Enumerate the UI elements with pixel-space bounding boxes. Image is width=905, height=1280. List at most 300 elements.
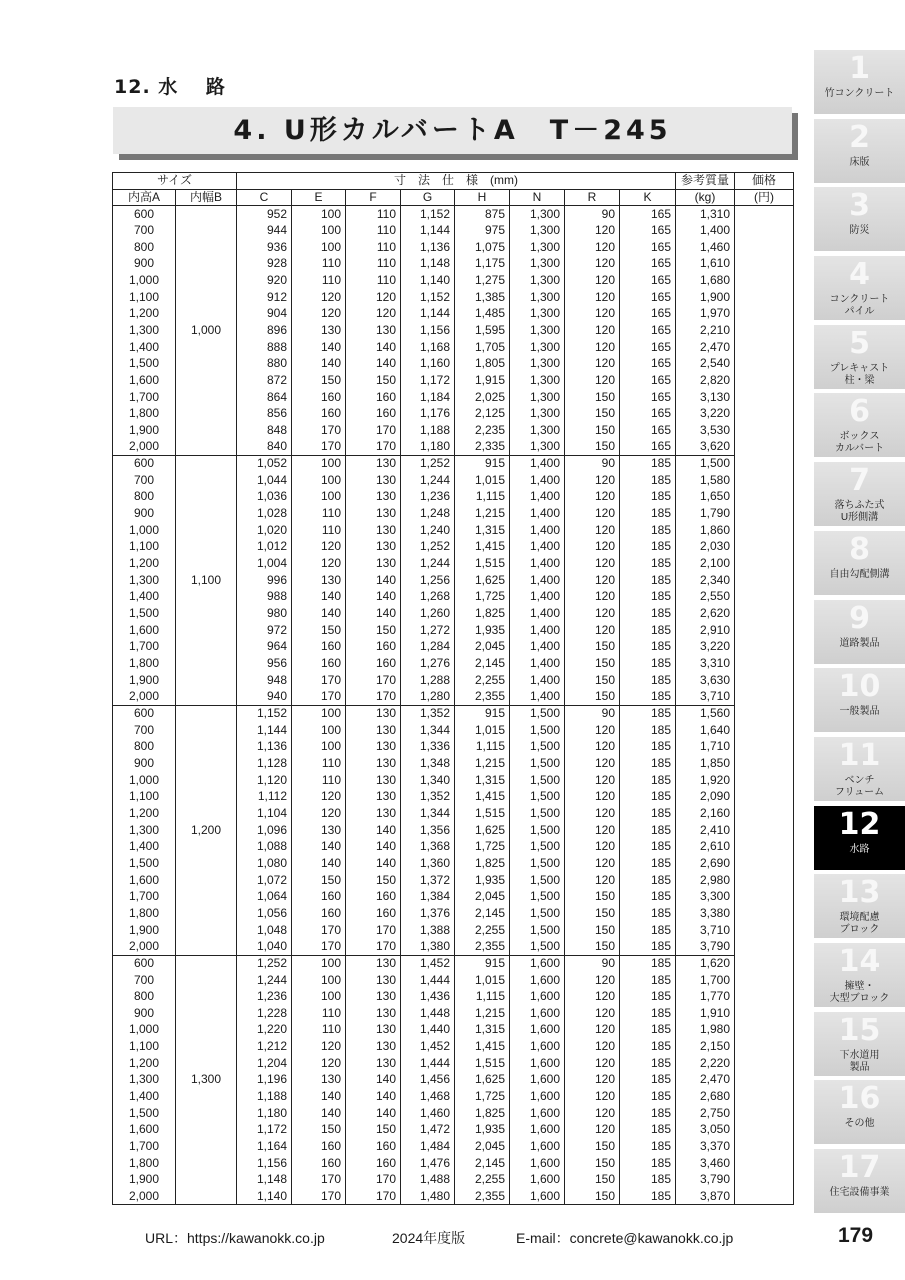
chapter-tab-4[interactable] (814, 256, 905, 320)
cell-weight: 3,630 (676, 672, 735, 689)
cell-r: 120 (565, 539, 620, 556)
cell-n: 1,400 (510, 572, 565, 589)
cell-h: 1,115 (455, 988, 510, 1005)
cell-r: 120 (565, 222, 620, 239)
cell-n: 1,500 (510, 739, 565, 756)
cell-height-a: 1,200 (113, 805, 176, 822)
cell-r: 120 (565, 872, 620, 889)
cell-height-a: 1,400 (113, 1088, 176, 1105)
cell-c: 1,180 (237, 1105, 292, 1122)
cell-e: 100 (292, 455, 346, 472)
cell-e: 170 (292, 1188, 346, 1205)
cell-f: 160 (346, 888, 401, 905)
cell-height-a: 1,400 (113, 339, 176, 356)
cell-c: 896 (237, 322, 292, 339)
cell-h: 1,415 (455, 1038, 510, 1055)
cell-k: 165 (620, 405, 676, 422)
cell-f: 160 (346, 389, 401, 406)
cell-c: 972 (237, 622, 292, 639)
header-weight: 参考質量 (676, 173, 735, 190)
cell-weight: 2,550 (676, 589, 735, 606)
cell-c: 1,220 (237, 1022, 292, 1039)
cell-height-a: 1,700 (113, 639, 176, 656)
cell-f: 170 (346, 922, 401, 939)
cell-g: 1,288 (401, 672, 455, 689)
cell-h: 2,355 (455, 1188, 510, 1205)
cell-f: 130 (346, 788, 401, 805)
cell-g: 1,340 (401, 772, 455, 789)
cell-weight: 1,610 (676, 255, 735, 272)
cell-r: 120 (565, 972, 620, 989)
cell-k: 185 (620, 705, 676, 722)
cell-c: 1,048 (237, 922, 292, 939)
cell-k: 185 (620, 689, 676, 706)
cell-weight: 2,680 (676, 1088, 735, 1105)
chapter-tab-number: 15 (838, 1012, 881, 1048)
chapter-tab-label: 道路製品 (839, 637, 880, 649)
cell-height-a: 1,300 (113, 822, 176, 839)
chapter-tab-16[interactable] (814, 1080, 905, 1144)
cell-f: 130 (346, 455, 401, 472)
cell-k: 185 (620, 722, 676, 739)
cell-c: 1,028 (237, 505, 292, 522)
cell-r: 120 (565, 722, 620, 739)
cell-g: 1,344 (401, 805, 455, 822)
chapter-tab-2[interactable] (814, 119, 905, 183)
cell-weight: 3,870 (676, 1188, 735, 1205)
cell-f: 170 (346, 672, 401, 689)
cell-weight: 1,980 (676, 1022, 735, 1039)
cell-h: 1,825 (455, 1105, 510, 1122)
cell-g: 1,152 (401, 206, 455, 223)
cell-c: 1,120 (237, 772, 292, 789)
cell-height-a: 700 (113, 722, 176, 739)
cell-k: 185 (620, 1138, 676, 1155)
cell-g: 1,344 (401, 722, 455, 739)
cell-f: 160 (346, 639, 401, 656)
cell-h: 1,825 (455, 855, 510, 872)
cell-r: 120 (565, 822, 620, 839)
cell-h: 2,125 (455, 405, 510, 422)
cell-g: 1,384 (401, 888, 455, 905)
cell-n: 1,400 (510, 539, 565, 556)
chapter-tab-10[interactable] (814, 668, 905, 732)
cell-e: 110 (292, 255, 346, 272)
cell-f: 170 (346, 1188, 401, 1205)
cell-g: 1,352 (401, 788, 455, 805)
cell-f: 170 (346, 1172, 401, 1189)
cell-c: 1,196 (237, 1072, 292, 1089)
cell-weight: 3,790 (676, 1172, 735, 1189)
header-size: サイズ (113, 173, 237, 190)
cell-h: 1,705 (455, 339, 510, 356)
cell-k: 185 (620, 988, 676, 1005)
cell-r: 120 (565, 605, 620, 622)
cell-g: 1,152 (401, 289, 455, 306)
cell-n: 1,600 (510, 1172, 565, 1189)
cell-weight: 2,820 (676, 372, 735, 389)
cell-r: 120 (565, 805, 620, 822)
cell-k: 185 (620, 905, 676, 922)
cell-k: 185 (620, 1088, 676, 1105)
header-col-r: R (565, 189, 620, 206)
chapter-tab-3[interactable] (814, 187, 905, 251)
cell-n: 1,300 (510, 372, 565, 389)
cell-r: 150 (565, 1188, 620, 1205)
cell-h: 1,935 (455, 872, 510, 889)
cell-g: 1,148 (401, 255, 455, 272)
cell-g: 1,284 (401, 639, 455, 656)
cell-e: 100 (292, 739, 346, 756)
cell-g: 1,280 (401, 689, 455, 706)
cell-weight: 1,400 (676, 222, 735, 239)
cell-n: 1,500 (510, 705, 565, 722)
chapter-tab-label: 自由勾配側溝 (829, 568, 890, 580)
cell-k: 185 (620, 822, 676, 839)
cell-c: 1,056 (237, 905, 292, 922)
cell-weight: 2,980 (676, 872, 735, 889)
cell-h: 915 (455, 455, 510, 472)
cell-g: 1,388 (401, 922, 455, 939)
cell-n: 1,400 (510, 655, 565, 672)
cell-e: 100 (292, 988, 346, 1005)
cell-r: 120 (565, 772, 620, 789)
cell-n: 1,600 (510, 1138, 565, 1155)
header-width-b: 内幅B (176, 189, 237, 206)
cell-c: 1,204 (237, 1055, 292, 1072)
cell-g: 1,380 (401, 938, 455, 955)
cell-n: 1,500 (510, 772, 565, 789)
cell-r: 120 (565, 622, 620, 639)
chapter-tab-5[interactable] (814, 325, 905, 389)
cell-k: 185 (620, 572, 676, 589)
chapter-tab-6[interactable] (814, 393, 905, 457)
cell-height-a: 800 (113, 988, 176, 1005)
cell-g: 1,448 (401, 1005, 455, 1022)
cell-h: 2,145 (455, 1155, 510, 1172)
table-row (113, 455, 794, 472)
cell-c: 1,128 (237, 755, 292, 772)
cell-height-a: 1,300 (113, 572, 176, 589)
cell-c: 1,020 (237, 522, 292, 539)
cell-g: 1,180 (401, 439, 455, 456)
cell-f: 140 (346, 589, 401, 606)
cell-f: 130 (346, 988, 401, 1005)
chapter-tab-number: 4 (849, 257, 870, 293)
cell-weight: 1,460 (676, 239, 735, 256)
cell-weight: 1,680 (676, 272, 735, 289)
cell-height-a: 1,500 (113, 605, 176, 622)
chapter-tab-label: 水路 (849, 843, 870, 855)
chapter-tab-label: コンクリート パイル (829, 294, 890, 318)
cell-f: 110 (346, 206, 401, 223)
cell-n: 1,500 (510, 872, 565, 889)
cell-n: 1,300 (510, 389, 565, 406)
cell-r: 120 (565, 355, 620, 372)
cell-k: 185 (620, 672, 676, 689)
cell-r: 120 (565, 289, 620, 306)
cell-g: 1,348 (401, 755, 455, 772)
cell-k: 185 (620, 1072, 676, 1089)
cell-c: 880 (237, 355, 292, 372)
cell-g: 1,276 (401, 655, 455, 672)
cell-n: 1,400 (510, 455, 565, 472)
cell-k: 165 (620, 272, 676, 289)
cell-r: 150 (565, 1138, 620, 1155)
cell-n: 1,600 (510, 1005, 565, 1022)
cell-e: 150 (292, 372, 346, 389)
cell-f: 110 (346, 272, 401, 289)
cell-f: 170 (346, 689, 401, 706)
cell-h: 875 (455, 206, 510, 223)
cell-price (735, 206, 794, 1205)
chapter-tab-number: 1 (849, 51, 870, 86)
cell-height-a: 900 (113, 505, 176, 522)
cell-e: 100 (292, 705, 346, 722)
cell-c: 1,096 (237, 822, 292, 839)
cell-k: 165 (620, 439, 676, 456)
chapter-tab-17[interactable] (814, 1149, 905, 1213)
cell-height-a: 1,900 (113, 922, 176, 939)
cell-height-a: 1,100 (113, 1038, 176, 1055)
cell-g: 1,144 (401, 222, 455, 239)
cell-k: 185 (620, 955, 676, 972)
cell-n: 1,600 (510, 972, 565, 989)
cell-weight: 3,790 (676, 938, 735, 955)
header-col-k: K (620, 189, 676, 206)
cell-r: 120 (565, 305, 620, 322)
cell-e: 110 (292, 1022, 346, 1039)
cell-weight: 2,750 (676, 1105, 735, 1122)
chapter-tab-15[interactable] (814, 1012, 905, 1076)
cell-k: 185 (620, 972, 676, 989)
cell-height-a: 1,900 (113, 422, 176, 439)
cell-h: 1,595 (455, 322, 510, 339)
cell-e: 140 (292, 855, 346, 872)
cell-weight: 2,610 (676, 838, 735, 855)
chapter-tab-label: 竹コンクリート (824, 88, 895, 99)
cell-n: 1,500 (510, 788, 565, 805)
header-price: 価格 (735, 173, 794, 190)
cell-h: 1,515 (455, 555, 510, 572)
cell-h: 1,275 (455, 272, 510, 289)
chapter-tab-label: 環境配慮 ブロック (839, 912, 880, 936)
chapter-tab-9[interactable] (814, 600, 905, 664)
chapter-tab-number: 11 (838, 737, 881, 773)
cell-h: 2,045 (455, 888, 510, 905)
chapter-tab-label: ボックス カルバート (834, 431, 885, 455)
cell-e: 170 (292, 422, 346, 439)
cell-k: 185 (620, 1122, 676, 1139)
cell-f: 140 (346, 1105, 401, 1122)
chapter-tab-11[interactable] (814, 737, 905, 801)
cell-k: 185 (620, 888, 676, 905)
chapter-tab-label: ベンチ フリューム (834, 774, 885, 798)
chapter-tab-label: 住宅設備事業 (829, 1187, 890, 1198)
cell-height-a: 1,900 (113, 1172, 176, 1189)
cell-h: 1,215 (455, 505, 510, 522)
cell-c: 1,148 (237, 1172, 292, 1189)
cell-height-a: 1,100 (113, 539, 176, 556)
cell-g: 1,352 (401, 705, 455, 722)
cell-e: 160 (292, 1138, 346, 1155)
cell-k: 185 (620, 1172, 676, 1189)
cell-weight: 3,130 (676, 389, 735, 406)
table-row (113, 705, 794, 722)
chapter-tab-12[interactable] (814, 806, 905, 870)
chapter-tab-number: 9 (849, 600, 870, 636)
cell-n: 1,300 (510, 405, 565, 422)
cell-h: 1,725 (455, 1088, 510, 1105)
cell-h: 1,915 (455, 372, 510, 389)
cell-k: 185 (620, 805, 676, 822)
cell-k: 165 (620, 355, 676, 372)
cell-k: 185 (620, 855, 676, 872)
cell-e: 100 (292, 972, 346, 989)
cell-g: 1,268 (401, 589, 455, 606)
cell-k: 165 (620, 255, 676, 272)
header-dimensions: 寸 法 仕 様 (mm) (237, 173, 676, 190)
cell-g: 1,172 (401, 372, 455, 389)
cell-g: 1,456 (401, 1072, 455, 1089)
cell-height-a: 2,000 (113, 689, 176, 706)
cell-height-a: 600 (113, 705, 176, 722)
cell-k: 185 (620, 622, 676, 639)
cell-n: 1,500 (510, 855, 565, 872)
cell-weight: 2,470 (676, 1072, 735, 1089)
cell-weight: 1,620 (676, 955, 735, 972)
cell-h: 1,115 (455, 489, 510, 506)
page-number: 179 (838, 1224, 874, 1247)
cell-r: 120 (565, 372, 620, 389)
cell-c: 1,104 (237, 805, 292, 822)
cell-r: 120 (565, 1122, 620, 1139)
cell-f: 160 (346, 405, 401, 422)
cell-h: 1,625 (455, 822, 510, 839)
cell-f: 130 (346, 739, 401, 756)
cell-weight: 1,640 (676, 722, 735, 739)
cell-r: 120 (565, 505, 620, 522)
cell-h: 2,025 (455, 389, 510, 406)
cell-h: 1,015 (455, 472, 510, 489)
cell-c: 1,112 (237, 788, 292, 805)
chapter-tab-8[interactable] (814, 531, 905, 595)
cell-c: 964 (237, 639, 292, 656)
cell-k: 185 (620, 1055, 676, 1072)
cell-k: 185 (620, 1005, 676, 1022)
cell-h: 915 (455, 705, 510, 722)
cell-r: 120 (565, 1055, 620, 1072)
chapter-tab-13[interactable] (814, 874, 905, 938)
cell-height-a: 1,400 (113, 589, 176, 606)
cell-c: 956 (237, 655, 292, 672)
cell-e: 160 (292, 905, 346, 922)
cell-c: 904 (237, 305, 292, 322)
cell-n: 1,600 (510, 1105, 565, 1122)
cell-h: 2,255 (455, 922, 510, 939)
cell-h: 1,315 (455, 1022, 510, 1039)
cell-f: 150 (346, 372, 401, 389)
cell-n: 1,400 (510, 522, 565, 539)
chapter-tab-7[interactable] (814, 462, 905, 526)
cell-n: 1,300 (510, 305, 565, 322)
cell-weight: 1,920 (676, 772, 735, 789)
cell-height-a: 1,800 (113, 1155, 176, 1172)
header-height-a: 内高A (113, 189, 176, 206)
cell-r: 150 (565, 439, 620, 456)
cell-width-b: 1,300 (176, 955, 237, 1205)
cell-r: 120 (565, 322, 620, 339)
cell-height-a: 1,700 (113, 1138, 176, 1155)
cell-e: 160 (292, 1155, 346, 1172)
cell-c: 1,088 (237, 838, 292, 855)
cell-f: 140 (346, 339, 401, 356)
cell-e: 140 (292, 355, 346, 372)
cell-e: 160 (292, 405, 346, 422)
cell-e: 160 (292, 888, 346, 905)
cell-height-a: 600 (113, 206, 176, 223)
cell-weight: 1,700 (676, 972, 735, 989)
cell-n: 1,500 (510, 805, 565, 822)
cell-g: 1,184 (401, 389, 455, 406)
cell-h: 1,415 (455, 539, 510, 556)
cell-n: 1,300 (510, 272, 565, 289)
cell-f: 130 (346, 805, 401, 822)
header-price-unit: (円) (735, 189, 794, 206)
title-banner (113, 107, 792, 154)
cell-g: 1,244 (401, 472, 455, 489)
cell-r: 120 (565, 1072, 620, 1089)
cell-h: 2,145 (455, 905, 510, 922)
chapter-tab-14[interactable] (814, 943, 905, 1007)
cell-r: 150 (565, 672, 620, 689)
cell-e: 120 (292, 1038, 346, 1055)
header-weight-unit: (kg) (676, 189, 735, 206)
cell-c: 940 (237, 689, 292, 706)
cell-c: 1,064 (237, 888, 292, 905)
cell-f: 140 (346, 1088, 401, 1105)
cell-weight: 3,530 (676, 422, 735, 439)
cell-e: 110 (292, 755, 346, 772)
cell-k: 185 (620, 505, 676, 522)
cell-e: 120 (292, 1055, 346, 1072)
chapter-tab-number: 17 (838, 1150, 881, 1185)
cell-h: 1,805 (455, 355, 510, 372)
cell-h: 1,625 (455, 572, 510, 589)
cell-f: 140 (346, 605, 401, 622)
cell-g: 1,372 (401, 872, 455, 889)
cell-e: 100 (292, 222, 346, 239)
cell-n: 1,500 (510, 888, 565, 905)
cell-h: 1,075 (455, 239, 510, 256)
cell-f: 110 (346, 255, 401, 272)
cell-weight: 3,380 (676, 905, 735, 922)
footer-edition: 2024年度版 (392, 1230, 466, 1246)
cell-k: 185 (620, 472, 676, 489)
cell-height-a: 1,800 (113, 405, 176, 422)
cell-r: 120 (565, 255, 620, 272)
chapter-tab-label: 下水道用 製品 (839, 1049, 880, 1073)
cell-k: 185 (620, 739, 676, 756)
cell-weight: 2,220 (676, 1055, 735, 1072)
cell-f: 150 (346, 1122, 401, 1139)
cell-n: 1,600 (510, 988, 565, 1005)
cell-c: 980 (237, 605, 292, 622)
chapter-tab-1[interactable] (814, 50, 905, 114)
cell-n: 1,600 (510, 1155, 565, 1172)
cell-n: 1,400 (510, 672, 565, 689)
cell-e: 110 (292, 772, 346, 789)
